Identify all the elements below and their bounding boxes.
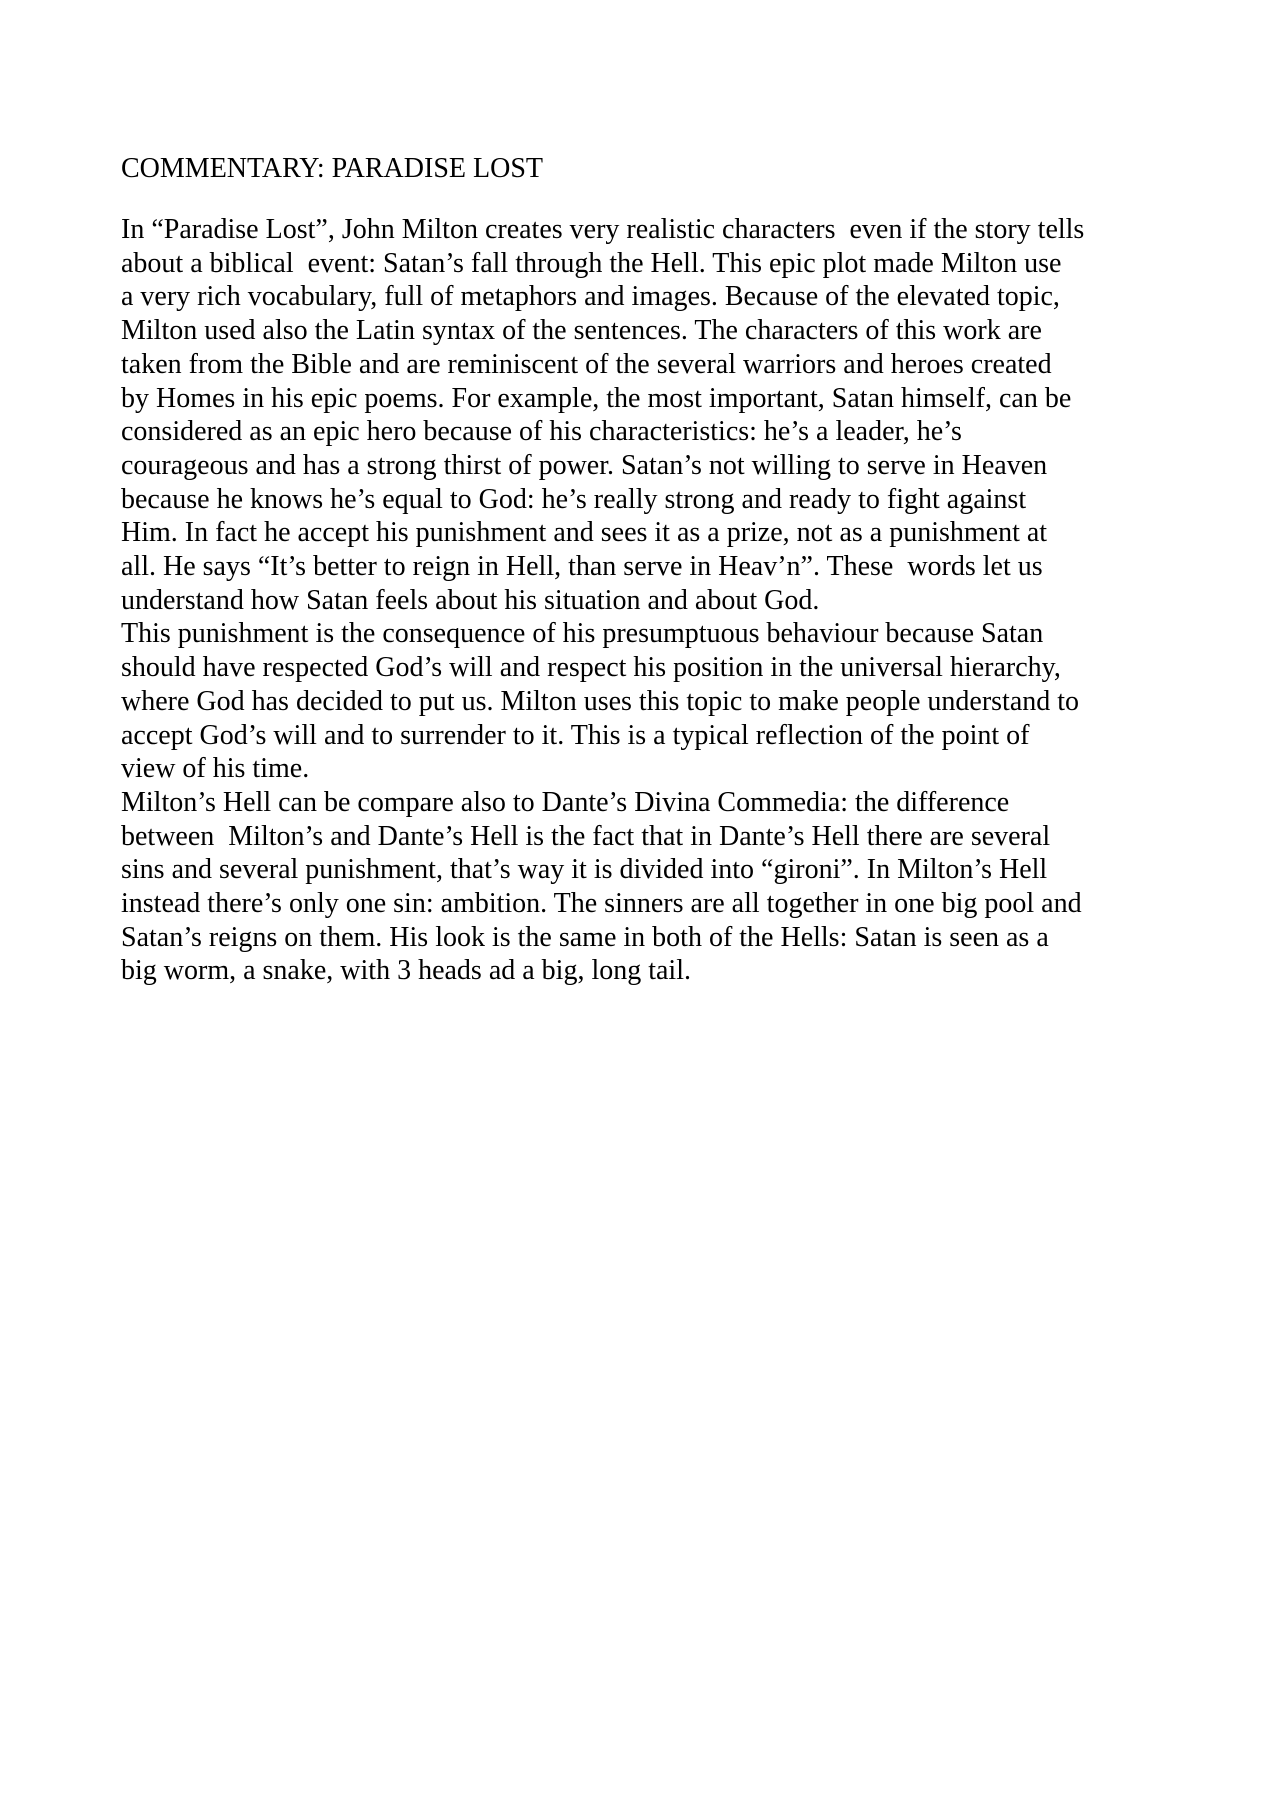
text-line-4: Milton used also the Latin syntax of the sentences. The characters of this work are bbox=[121, 315, 1042, 347]
text-line-22: Satan’s reigns on them. His look is the same in both of the Hells: Satan is seen as a bbox=[121, 921, 1049, 953]
text-line-16: accept God’s will and to surrender to it. This is a typical reflection of the point of bbox=[121, 719, 1030, 751]
text-line-1: In “Paradise Lost”, John Milton creates very realistic characters even if the story tells bbox=[121, 214, 1085, 245]
text-line-14: should have respected God’s will and respect his position in the universal hierarchy, bbox=[121, 652, 1061, 684]
text-line-8: courageous and has a strong thirst of power. Satan’s not willing to serve in Heaven bbox=[121, 449, 1048, 481]
text-line-6: by Homes in his epic poems. For example, the most important, Satan himself, can be bbox=[121, 382, 1072, 414]
text-line-19: between Milton’s and Dante’s Hell is the fact that in Dante’s Hell there are several bbox=[121, 820, 1051, 852]
text-line-3: a very rich vocabulary, full of metaphors and images. Because of the elevated topic, bbox=[121, 281, 1060, 313]
text-line-2: about a biblical event: Satan’s fall through the Hell. This epic plot made Milton use bbox=[121, 247, 1062, 279]
text-line-13: This punishment is the consequence of his presumptuous behaviour because Satan bbox=[121, 618, 1044, 650]
text-line-5: taken from the Bible and are reminiscent of the several warriors and heroes created bbox=[121, 348, 1052, 380]
document-title: COMMENTARY: PARADISE LOST bbox=[121, 153, 543, 184]
text-line-15: where God has decided to put us. Milton uses this topic to make people understand to bbox=[121, 685, 1080, 717]
document-body bbox=[121, 150, 1166, 988]
text-line-11: all. He says “It’s better to reign in Hell, than serve in Heav’n”. These words let us bbox=[121, 551, 1043, 583]
text-line-21: instead there’s only one sin: ambition. The sinners are all together in one big pool and bbox=[121, 888, 1082, 920]
text-line-10: Him. In fact he accept his punishment and sees it as a prize, not as a punishment at bbox=[121, 517, 1048, 549]
text-line-7: considered as an epic hero because of his characteristics: he’s a leader, he’s bbox=[121, 416, 962, 448]
title-spacing bbox=[121, 188, 1166, 213]
text-line-18: Milton’s Hell can be compare also to Dante’s Divina Commedia: the difference bbox=[121, 786, 1010, 818]
commentary-text bbox=[121, 213, 1166, 988]
text-line-9: because he knows he’s equal to God: he’s really strong and ready to fight against bbox=[121, 483, 1027, 515]
text-line-23: big worm, a snake, with 3 heads ad a big, long tail. bbox=[121, 955, 691, 987]
text-line-20: sins and several punishment, that’s way it is divided into “gironi”. In Milton’s Hell bbox=[121, 854, 1048, 886]
text-line-12: understand how Satan feels about his situation and about God. bbox=[121, 584, 820, 616]
text-line-17: view of his time. bbox=[121, 753, 310, 785]
